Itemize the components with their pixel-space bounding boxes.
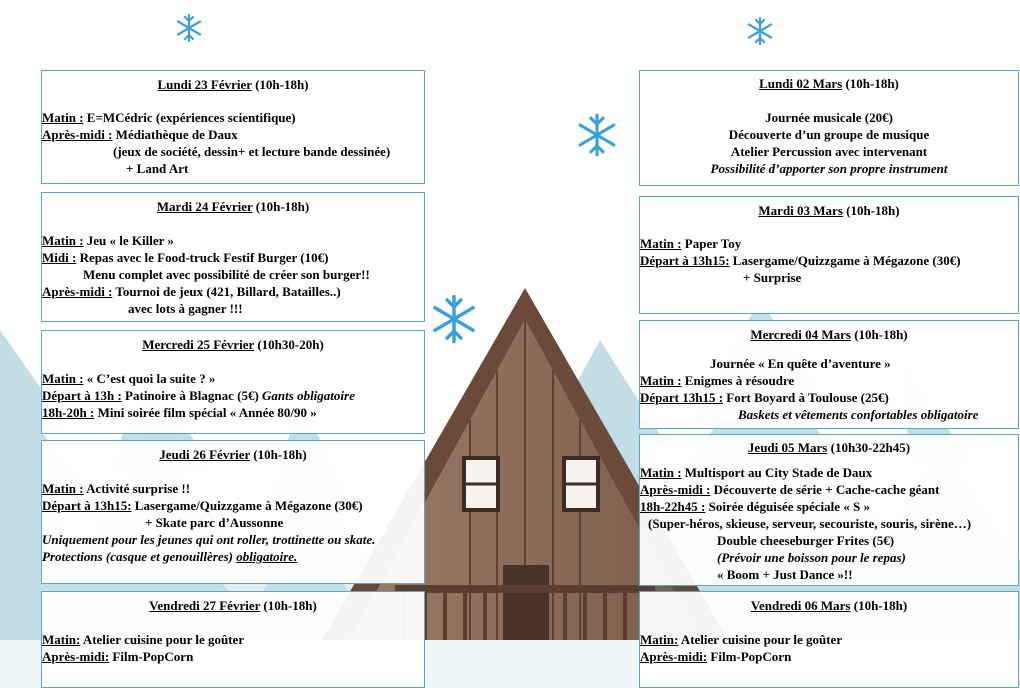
day-title: Mardi 03 Mars (10h-18h) <box>758 203 900 218</box>
activity-line: Après-midi: Film-PopCorn <box>42 649 194 664</box>
activity-line: Matin: Atelier cuisine pour le goûter <box>42 632 245 647</box>
day-title: Vendredi 06 Mars (10h-18h) <box>750 598 908 613</box>
activity-line: Possibilité d’apporter son propre instrument <box>710 161 948 176</box>
day-title: Mercredi 25 Février (10h30-20h) <box>142 337 324 352</box>
activity-line: Départ à 13h15: Lasergame/Quizzgame à Mégazone (30€) <box>640 253 961 268</box>
day-card-mercredi-25-fevrier <box>41 330 425 434</box>
activity-line: Départ à 13h15: Lasergame/Quizzgame à Mégazone (30€) <box>42 498 363 513</box>
activity-line: Après-midi : Tournoi de jeux (421, Billard, Batailles..) <box>42 284 341 299</box>
activity-line: Protections (casque et genouillères) obligatoire. <box>42 549 298 564</box>
day-card-vendredi-27-fevrier <box>41 591 425 688</box>
day-title: Jeudi 26 Février (10h-18h) <box>159 447 307 462</box>
activity-line: (jeux de société, dessin+ et lecture bande dessinée) <box>113 144 391 159</box>
activity-line: « Boom + Just Dance »!! <box>717 567 853 582</box>
day-card-lundi-02-mars <box>639 70 1019 186</box>
activity-line: Midi : Repas avec le Food-truck Festif Burger (10€) <box>42 250 329 265</box>
activity-line: + Surprise <box>743 270 802 285</box>
day-title: Mercredi 04 Mars (10h-18h) <box>750 327 908 342</box>
day-card-mardi-03-mars <box>639 196 1019 314</box>
activity-line: Journée musicale (20€) <box>765 110 893 125</box>
day-card-mercredi-04-mars <box>639 320 1019 429</box>
day-card-jeudi-05-mars <box>639 434 1019 586</box>
snowflake-icon <box>574 112 620 158</box>
snowflake-icon <box>428 293 480 345</box>
day-card-mardi-24-fevrier <box>41 192 425 322</box>
day-title: Lundi 02 Mars (10h-18h) <box>759 76 899 91</box>
day-title: Mardi 24 Février (10h-18h) <box>156 199 310 214</box>
day-card-lundi-23-fevrier <box>41 70 425 184</box>
activity-line: Matin : Paper Toy <box>640 236 742 251</box>
snowflake-icon <box>745 16 775 46</box>
activity-line: avec lots à gagner !!! <box>128 301 243 316</box>
day-title: Jeudi 05 Mars (10h30-22h45) <box>747 440 911 455</box>
activity-line: Après-midi : Médiathèque de Daux <box>42 127 238 142</box>
day-card-vendredi-06-mars <box>639 591 1019 688</box>
activity-line: Matin: Atelier cuisine pour le goûter <box>640 632 843 647</box>
activity-line: + Skate parc d’Aussonne <box>145 515 284 530</box>
activity-line: Matin : Jeu « le Killer » <box>42 233 174 248</box>
activity-line: Matin : « C’est quoi la suite ? » <box>42 371 216 386</box>
activity-line: Menu complet avec possibilité de créer son burger!! <box>83 267 370 282</box>
day-title: Lundi 23 Février (10h-18h) <box>157 77 309 92</box>
activity-line: Double cheeseburger Frites (5€) <box>717 533 895 548</box>
activity-line: (Prévoir une boisson pour le repas) <box>717 550 906 565</box>
activity-line: 18h-20h : Mini soirée film spécial « Année 80/90 » <box>42 405 317 420</box>
day-card-jeudi-26-fevrier <box>41 440 425 584</box>
activity-line: Découverte d’un groupe de musique <box>728 127 930 142</box>
activity-line: Après-midi: Film-PopCorn <box>640 649 792 664</box>
activity-line: Atelier Percussion avec intervenant <box>730 144 928 159</box>
activity-line: Matin : Enigmes à résoudre <box>640 373 795 388</box>
activity-line: Matin : Multisport au City Stade de Daux <box>640 465 873 480</box>
activity-line: (Super-héros, skieuse, serveur, secouriste, souris, sirène…) <box>648 516 972 531</box>
activity-line: Baskets et vêtements confortables obligatoire <box>738 407 979 422</box>
activity-line: Départ à 13h : Patinoire à Blagnac (5€) Gants obligatoire <box>42 388 355 403</box>
activity-line: Après-midi : Découverte de série + Cache-cache géant <box>640 482 940 497</box>
activity-line: Uniquement pour les jeunes qui ont roller, trottinette ou skate. <box>42 532 376 547</box>
activity-line: Matin : Activité surprise !! <box>42 481 191 496</box>
activity-line: + Land Art <box>126 161 189 176</box>
day-title: Vendredi 27 Février (10h-18h) <box>149 598 317 613</box>
activity-line: Matin : E=MCédric (expériences scientifique) <box>42 110 296 125</box>
activity-line: Départ 13h15 : Fort Boyard à Toulouse (25€) <box>640 390 889 405</box>
activity-line: Journée « En quête d’aventure » <box>710 356 891 371</box>
activity-line: 18h-22h45 : Soirée déguisée spéciale « S » <box>640 499 871 514</box>
snowflake-icon <box>174 13 204 43</box>
